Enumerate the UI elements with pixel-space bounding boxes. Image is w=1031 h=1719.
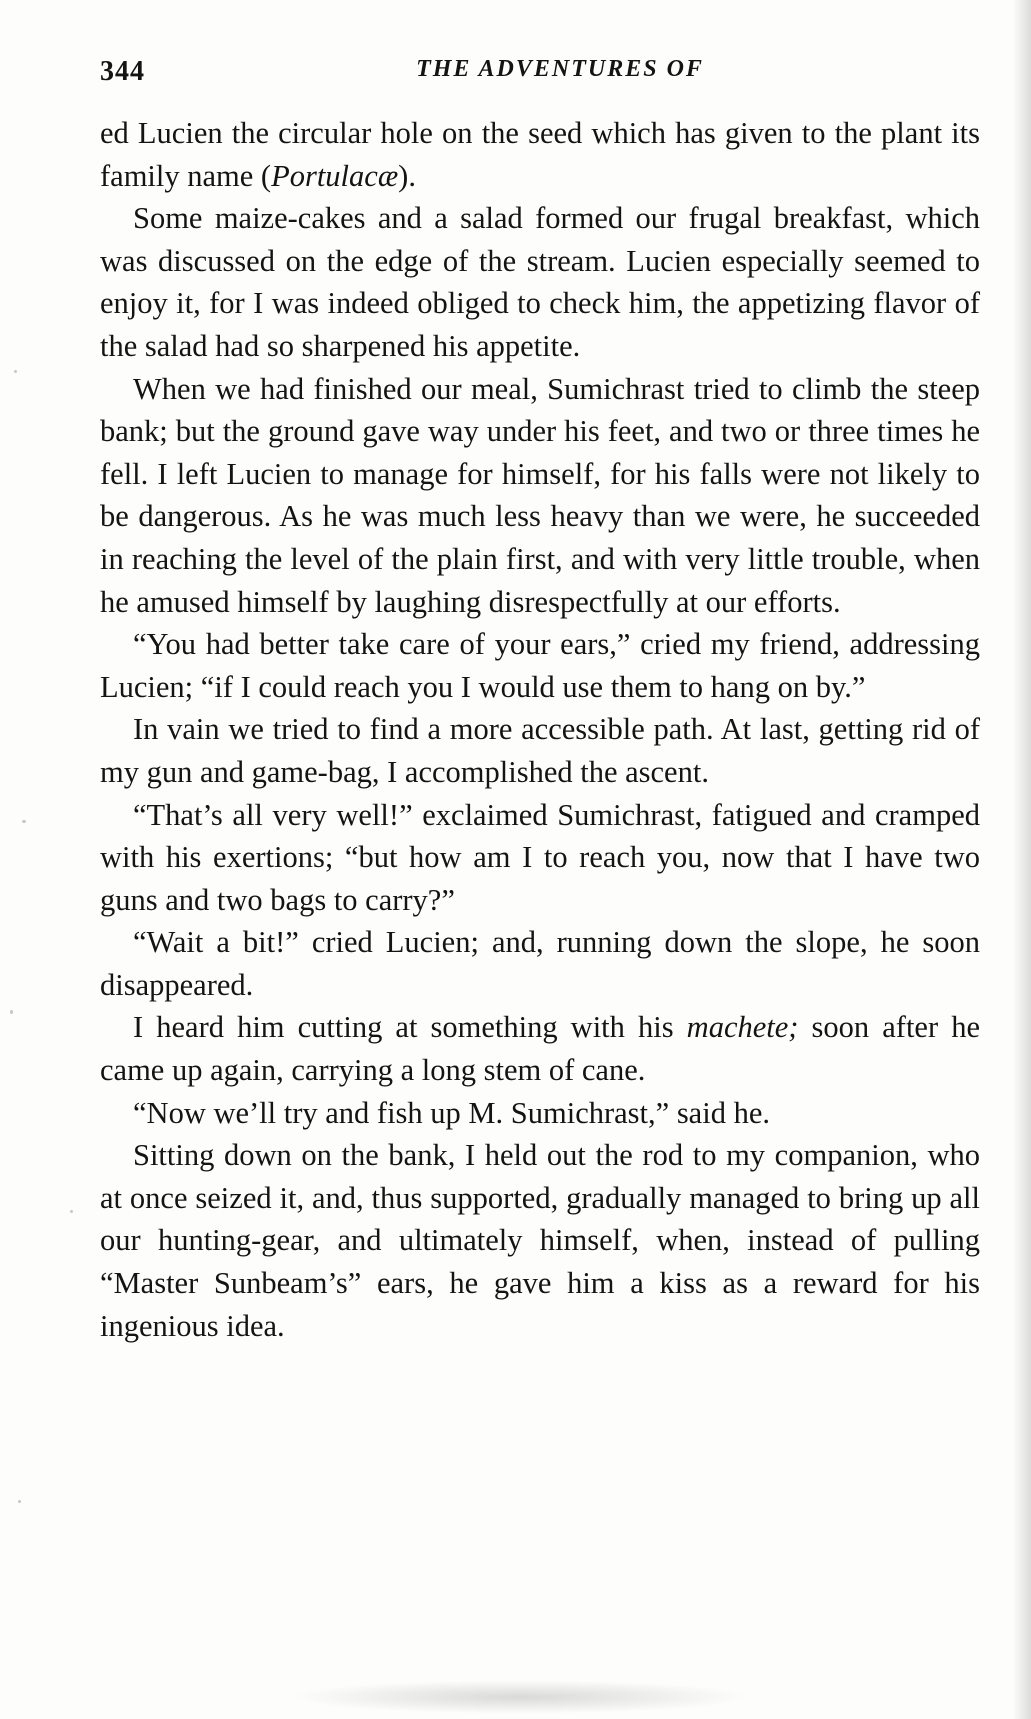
page-edge-shadow — [1013, 0, 1031, 1719]
paragraph: Some maize-cakes and a salad formed our frugal breakfast, which was discussed on the edge of the stream. Lucien especially seemed to enjoy it, for I was indeed obliged to check him, the appetizing flavor of the salad had so sharpened his appetite. — [100, 201, 980, 363]
running-title: THE ADVENTURES OF — [416, 56, 704, 82]
paragraph: I heard him cutting at something with his machete; soon after he came up again, carrying a long stem of cane. — [100, 1010, 980, 1088]
emphasis-text: Portulacæ — [271, 158, 399, 193]
page-number: 344 — [100, 56, 145, 87]
print-smudge — [290, 1680, 750, 1714]
paper-speck — [14, 370, 17, 373]
paragraph: “Wait a bit!” cried Lucien; and, running down the slope, he soon disappeared. — [100, 925, 980, 1002]
paragraph: “That’s all very well!” exclaimed Sumichrast, fatigued and cramped with his exertions; “but how am I to reach you, now that I have two guns and two bags to carry?” — [100, 797, 980, 917]
paragraph: ed Lucien the circular hole on the seed which has given to the plant its family name (Portulacæ). — [100, 116, 980, 193]
emphasis-text: machete; — [686, 1010, 799, 1045]
paragraph: “Now we’ll try and fish up M. Sumichrast,” said he. — [133, 1095, 770, 1130]
paper-speck — [18, 1500, 21, 1503]
body-text — [100, 112, 980, 1347]
running-head — [100, 52, 980, 92]
paragraph: Sitting down on the bank, I held out the rod to my companion, who at once seized it, and, thus supported, gradually managed to bring up all our hunting-gear, and ultimately himself, when, instead of pulling “Master Sunbeam’s” ears, he gave him a kiss as a reward for his ingenious idea. — [100, 1138, 980, 1343]
paragraph: “You had better take care of your ears,” cried my friend, addressing Lucien; “if I could reach you I would use them to hang on by.” — [100, 627, 980, 704]
paper-speck — [10, 1010, 13, 1014]
paragraph: When we had finished our meal, Sumichrast tried to climb the steep bank; but the ground gave way under his feet, and two or three times he fell. I left Lucien to manage for himself, for his falls were not likely to be dangerous. As he was much less heavy than we were, he succeeded in reaching the level of the plain first, and with very little trouble, when he amused himself by laughing disrespectfully at our efforts. — [100, 371, 980, 619]
paper-speck — [22, 820, 26, 823]
paragraph: In vain we tried to find a more accessible path. At last, getting rid of my gun and game-bag, I accomplished the ascent. — [100, 712, 980, 789]
paper-speck — [70, 1210, 73, 1213]
